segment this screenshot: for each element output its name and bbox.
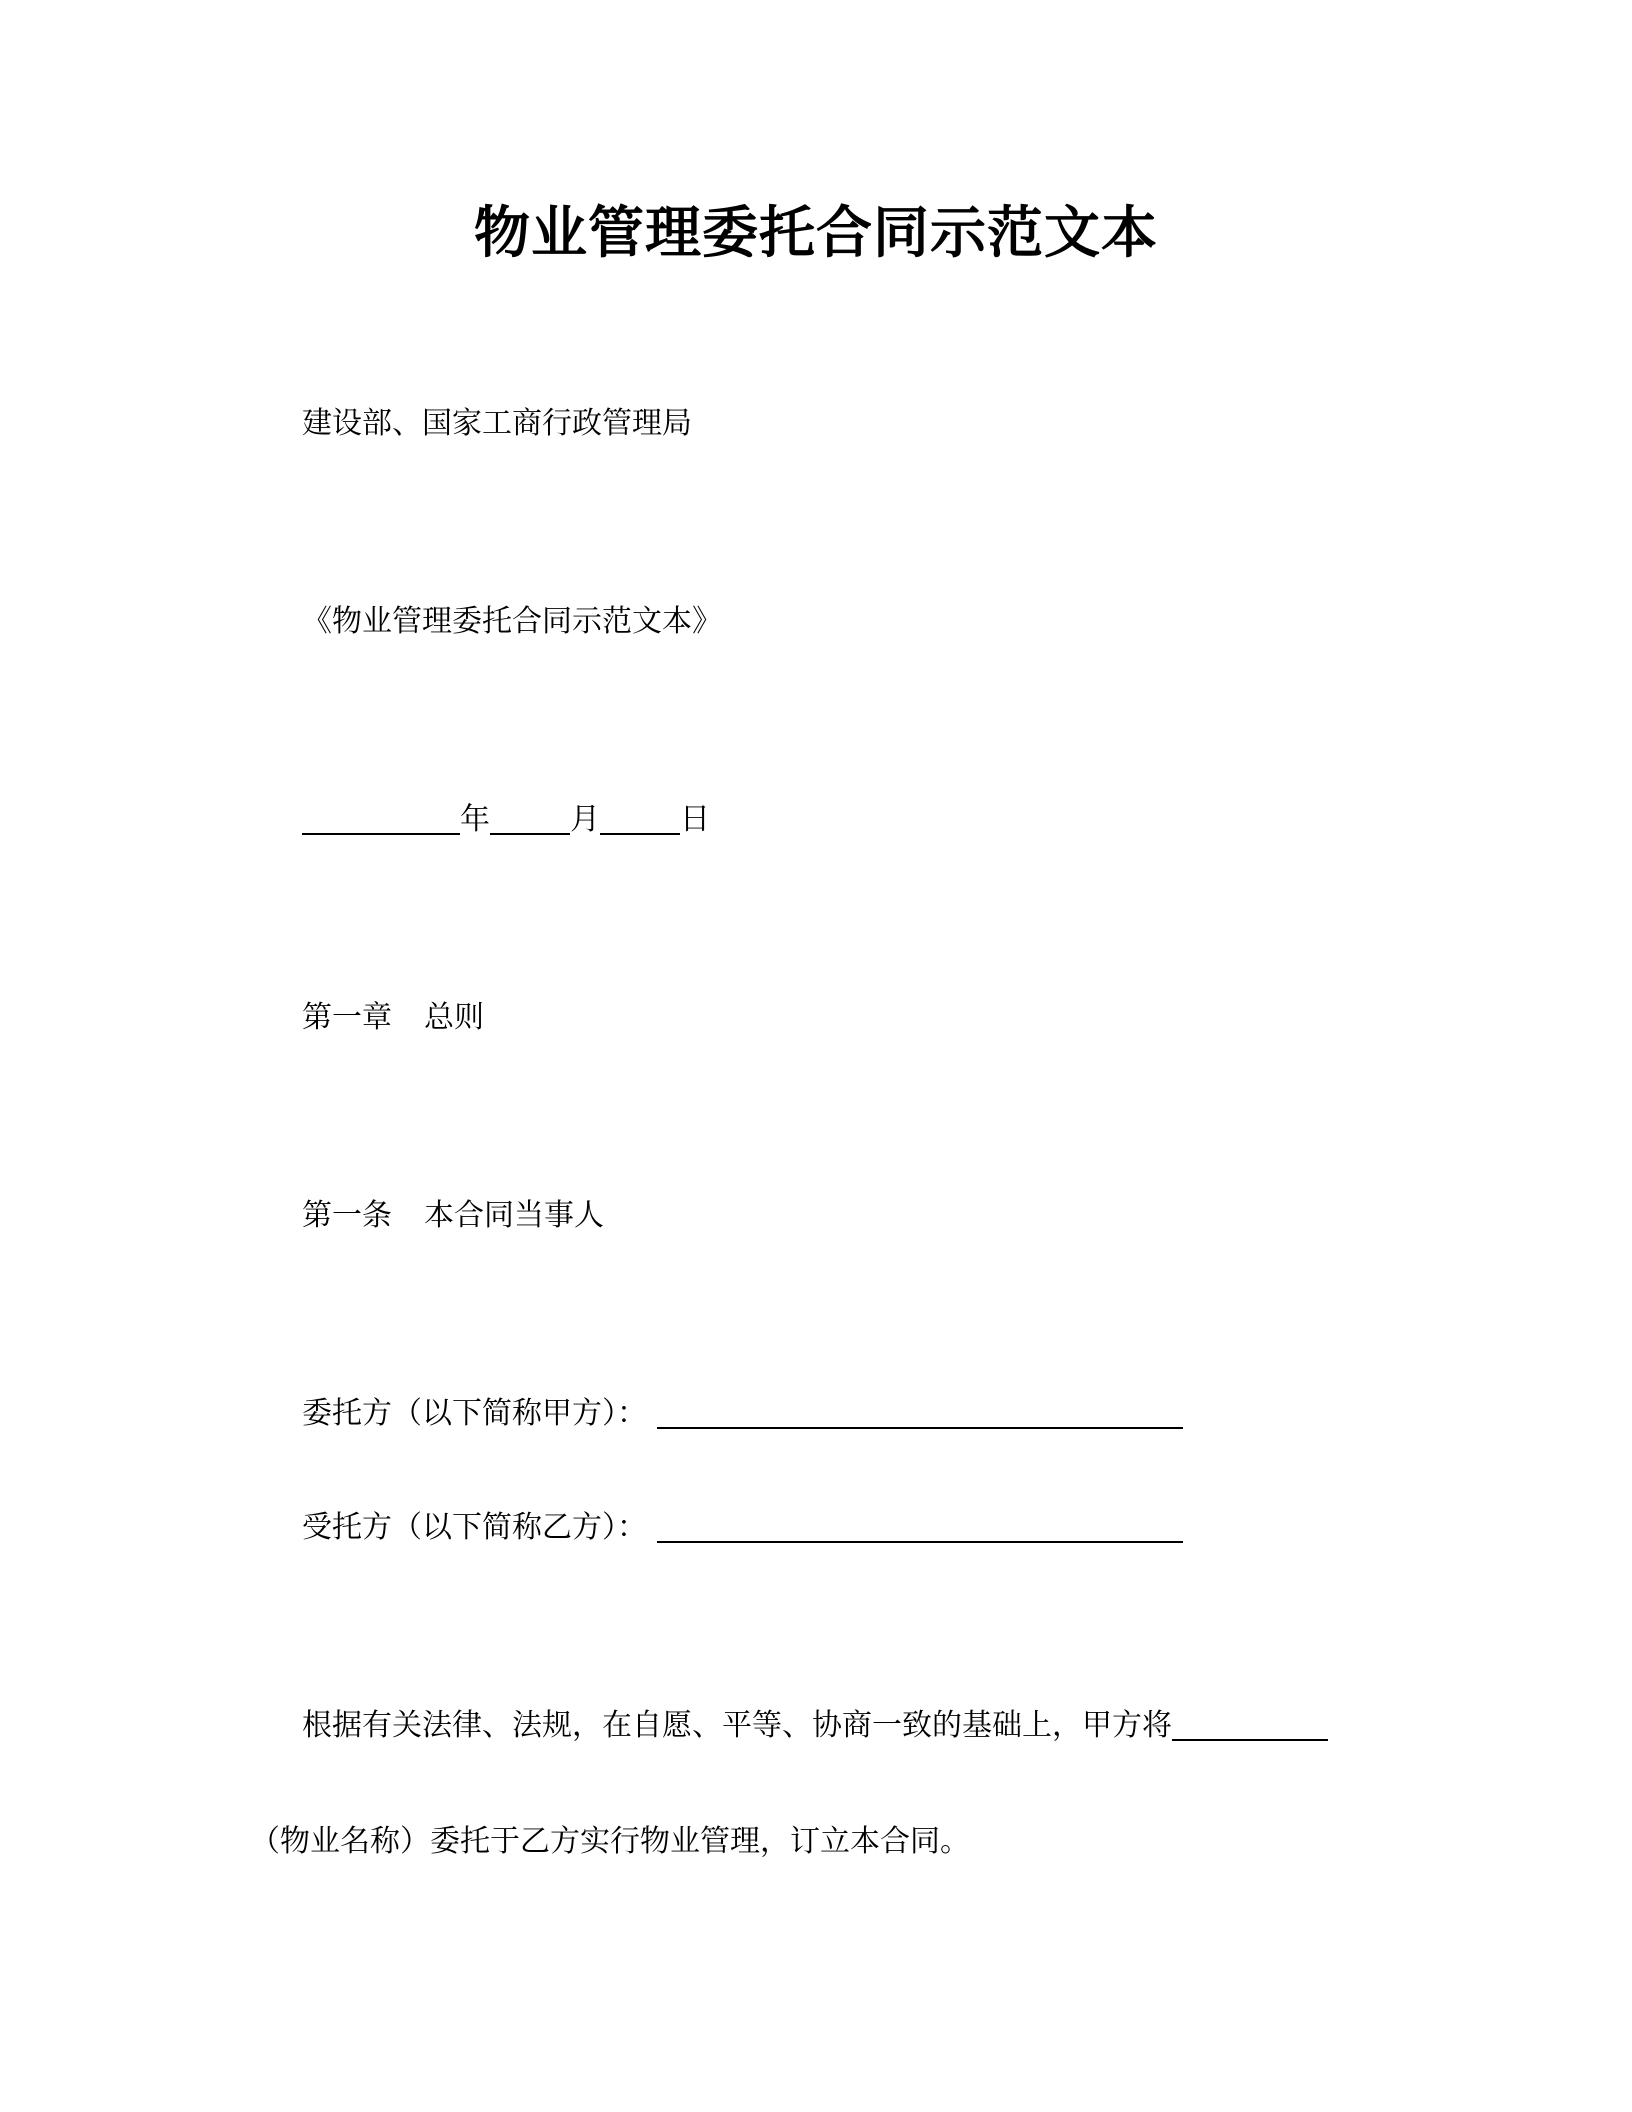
party-b-blank[interactable] xyxy=(657,1511,1183,1543)
paragraph-line-1 xyxy=(302,1706,1328,1746)
chapter-number: 第一章 xyxy=(302,1000,392,1035)
property-name-blank[interactable] xyxy=(1172,1709,1328,1741)
article-heading xyxy=(302,1196,604,1236)
party-a-line xyxy=(302,1394,1183,1434)
issuer-text: 建设部、国家工商行政管理局 xyxy=(302,406,692,441)
paragraph-line-2: （物业名称）委托于乙方实行物业管理，订立本合同。 xyxy=(250,1824,970,1859)
chapter-title: 总则 xyxy=(424,1000,484,1035)
article-title: 本合同当事人 xyxy=(424,1198,604,1233)
year-blank[interactable] xyxy=(302,803,460,835)
year-label: 年 xyxy=(460,802,490,837)
party-b-label: 受托方（以下简称乙方）： xyxy=(302,1510,647,1545)
month-label: 月 xyxy=(570,802,600,837)
party-b-line xyxy=(302,1508,1183,1548)
day-label: 日 xyxy=(680,802,710,837)
date-line xyxy=(302,800,710,840)
paragraph-text-1: 根据有关法律、法规，在自愿、平等、协商一致的基础上，甲方将 xyxy=(302,1708,1172,1743)
day-blank[interactable] xyxy=(600,803,680,835)
document-title: 物业管理委托合同示范文本 xyxy=(474,201,1158,266)
article-number: 第一条 xyxy=(302,1198,392,1233)
document-name-text: 《物业管理委托合同示范文本》 xyxy=(302,604,722,639)
chapter-heading xyxy=(302,998,484,1038)
month-blank[interactable] xyxy=(490,803,570,835)
party-a-label: 委托方（以下简称甲方）： xyxy=(302,1396,647,1431)
party-a-blank[interactable] xyxy=(657,1397,1183,1429)
